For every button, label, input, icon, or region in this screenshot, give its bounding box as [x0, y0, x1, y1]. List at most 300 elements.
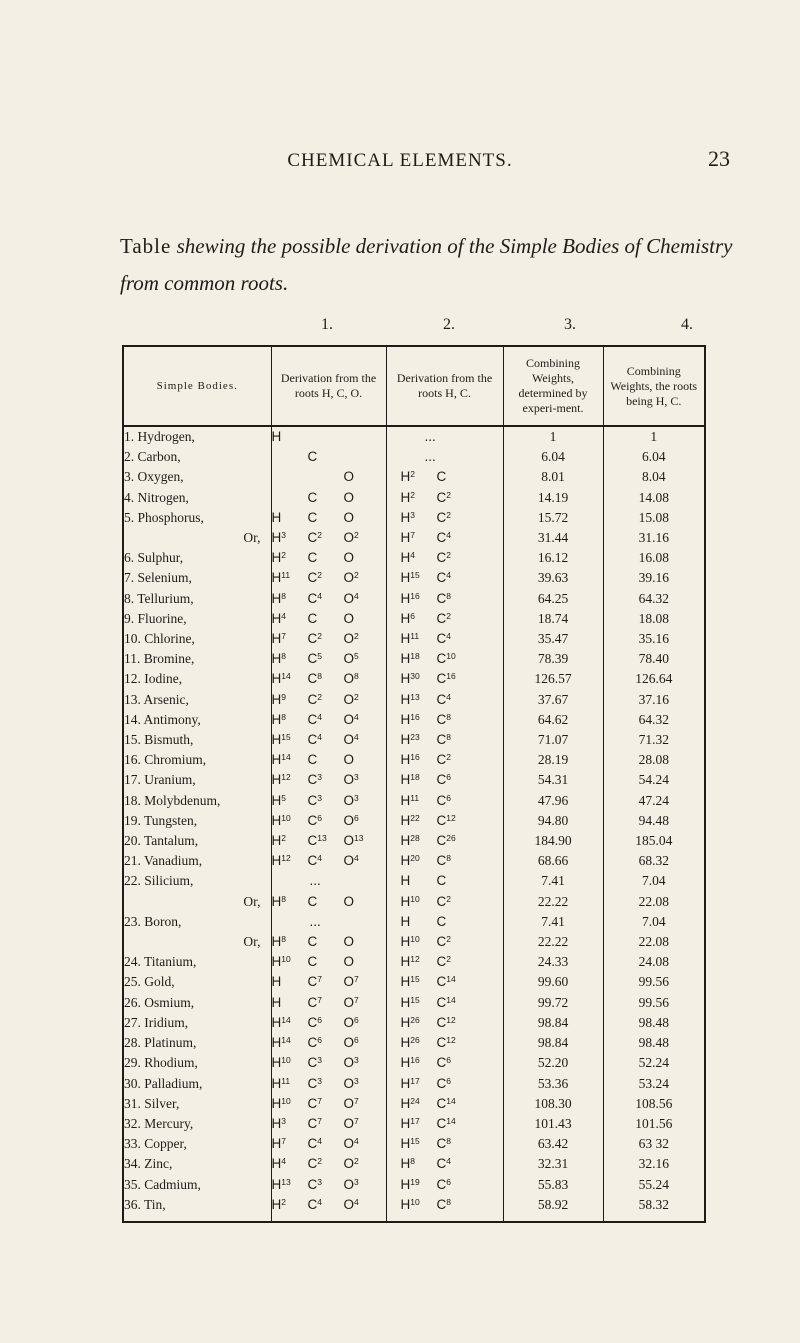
atom-count: 2	[281, 1196, 286, 1207]
derivation-hc	[386, 1013, 503, 1033]
formula-term	[344, 1154, 380, 1174]
formula-term	[401, 488, 437, 508]
element-symbol: C	[436, 1176, 447, 1192]
weight-experiment: 7.41	[503, 871, 603, 891]
element-symbol: O	[343, 752, 355, 768]
atom-count: 14	[281, 752, 291, 763]
element-symbol: C	[436, 631, 447, 647]
element-symbol: H	[271, 1176, 282, 1192]
atom-count: 4	[317, 711, 322, 722]
element-symbol: H	[400, 489, 411, 505]
formula-term	[437, 568, 473, 588]
element-name: 14. Antimony,	[123, 710, 271, 730]
derivation-hc	[386, 892, 503, 912]
formula-term	[308, 690, 344, 710]
atom-count: 18	[410, 772, 420, 783]
formula-term	[308, 831, 344, 851]
formula-term	[437, 1094, 473, 1114]
weight-experiment: 22.22	[503, 932, 603, 952]
element-symbol: C	[307, 570, 318, 586]
formula-term	[272, 609, 308, 629]
element-symbol: C	[436, 1196, 447, 1212]
derivation-hco	[271, 972, 386, 992]
formula-term	[344, 1195, 380, 1215]
derivation-hc	[386, 426, 503, 447]
weight-experiment: 53.36	[503, 1074, 603, 1094]
derivation-hco	[271, 1074, 386, 1094]
element-symbol: C	[307, 792, 318, 808]
atom-count: 6	[317, 1035, 322, 1046]
formula-term	[308, 1134, 344, 1154]
element-name: 36. Tin,	[123, 1195, 271, 1215]
element-symbol: H	[400, 1176, 411, 1192]
weight-roots: 15.08	[638, 509, 669, 525]
element-symbol: C	[307, 752, 318, 768]
element-symbol: H	[271, 1035, 282, 1051]
formula-term	[308, 750, 344, 770]
atom-count: 3	[317, 772, 322, 783]
atom-count: 19	[410, 1176, 420, 1187]
element-symbol: H	[400, 469, 411, 485]
formula-term	[401, 1134, 437, 1154]
element-symbol: H	[271, 732, 282, 748]
table-row	[123, 892, 705, 912]
derivation-hco	[271, 871, 386, 891]
formula-term	[272, 568, 308, 588]
weight-experiment: 68.66	[503, 851, 603, 871]
element-symbol: C	[436, 1075, 447, 1091]
formula-term	[272, 1033, 308, 1053]
atom-count: 13	[354, 833, 364, 844]
atom-count: 7	[354, 1115, 359, 1126]
element-symbol: C	[307, 974, 318, 990]
table-row	[123, 791, 705, 811]
element-symbol: C	[436, 1136, 447, 1152]
derivation-hc	[386, 669, 503, 689]
formula-term	[272, 548, 308, 568]
formula-term	[401, 972, 437, 992]
weight-roots: 99.56	[638, 974, 669, 990]
element-symbol: C	[436, 732, 447, 748]
element-symbol: H	[400, 610, 411, 626]
weight-experiment: 126.57	[503, 669, 603, 689]
atom-count: 3	[354, 1176, 359, 1187]
formula-term	[437, 831, 473, 851]
atom-count: 16	[410, 752, 420, 763]
element-symbol: H	[400, 631, 411, 647]
atom-count: 9	[281, 691, 286, 702]
formula-term	[344, 589, 380, 609]
formula-term	[437, 488, 473, 508]
formula-term	[401, 1013, 437, 1033]
derivation-hco	[271, 1033, 386, 1053]
formula-term	[437, 730, 473, 750]
derivation-hc	[386, 1094, 503, 1114]
formula-term	[344, 1114, 380, 1134]
atom-count: 2	[446, 752, 451, 763]
formula-term	[344, 1013, 380, 1033]
element-symbol: C	[307, 691, 318, 707]
weight-experiment: 101.43	[503, 1114, 603, 1134]
atom-count: 8	[446, 711, 451, 722]
derivation-hco	[271, 508, 386, 528]
derivation-hco	[271, 548, 386, 568]
atom-count: 4	[354, 732, 359, 743]
atom-count: 2	[281, 550, 286, 561]
element-name: 20. Tantalum,	[123, 831, 271, 851]
formula-term	[437, 972, 473, 992]
formula-term	[437, 1175, 473, 1195]
derivation-hco	[271, 791, 386, 811]
formula-term	[401, 1053, 437, 1073]
weight-roots: 101.56	[635, 1115, 673, 1131]
element-symbol: H	[400, 792, 411, 808]
atom-count: 4	[446, 691, 451, 702]
derivation-hco	[271, 690, 386, 710]
formula-term	[344, 690, 380, 710]
element-symbol: C	[307, 812, 318, 828]
element-symbol: C	[436, 812, 447, 828]
formula-term	[308, 1053, 344, 1073]
formula-term	[401, 912, 437, 932]
element-name: 5. Phosphorus,	[123, 508, 271, 528]
element-symbol: C	[436, 1014, 447, 1030]
atom-count: 6	[317, 1014, 322, 1025]
atom-count: 4	[281, 1156, 286, 1167]
element-symbol: C	[307, 934, 318, 950]
formula-term	[344, 710, 380, 730]
element-name: 1. Hydrogen,	[123, 426, 271, 447]
formula-term	[344, 467, 380, 487]
weight-experiment: 54.31	[503, 770, 603, 790]
element-symbol: H	[400, 812, 411, 828]
element-symbol: C	[307, 590, 318, 606]
atom-count: 23	[410, 732, 420, 743]
atom-count: 3	[410, 509, 415, 520]
element-symbol: C	[307, 772, 318, 788]
formula-term	[272, 972, 308, 992]
derivation-hco	[271, 568, 386, 588]
table-row	[123, 548, 705, 568]
formula-term	[308, 488, 344, 508]
formula-term	[272, 1053, 308, 1073]
weight-experiment: 37.67	[503, 690, 603, 710]
table-row	[123, 811, 705, 831]
element-symbol: C	[307, 893, 318, 909]
element-symbol: C	[436, 913, 447, 929]
element-symbol: H	[400, 833, 411, 849]
atom-count: 15	[281, 732, 291, 743]
table-row	[123, 730, 705, 750]
formula-term	[272, 1013, 308, 1033]
element-symbol: C	[307, 1115, 318, 1131]
element-symbol: H	[271, 631, 282, 647]
element-symbol: H	[271, 590, 282, 606]
formula-term	[344, 609, 380, 629]
atom-count: 2	[317, 631, 322, 642]
table-row	[123, 488, 705, 508]
derivation-hco	[271, 488, 386, 508]
atom-count: 4	[317, 732, 322, 743]
element-symbol: H	[400, 752, 411, 768]
atom-count: 6	[446, 1075, 451, 1086]
formula-term	[437, 770, 473, 790]
derivation-hco	[271, 1094, 386, 1114]
formula-term	[437, 669, 473, 689]
formula-term	[308, 508, 344, 528]
atom-count: 8	[410, 1156, 415, 1167]
derivation-hc	[386, 467, 503, 487]
formula-term	[308, 1013, 344, 1033]
derivation-hc	[386, 770, 503, 790]
atom-count: 8	[281, 711, 286, 722]
table-header-row	[123, 346, 705, 426]
element-name: Or,	[123, 892, 271, 912]
element-symbol: O	[343, 1156, 355, 1172]
formula-term	[437, 1114, 473, 1134]
element-symbol: H	[271, 994, 282, 1010]
formula-term	[272, 831, 308, 851]
atom-count: 6	[354, 1014, 359, 1025]
atom-count: 8	[281, 651, 286, 662]
weight-experiment: 52.20	[503, 1053, 603, 1073]
element-symbol: C	[436, 711, 447, 727]
element-symbol: C	[436, 833, 447, 849]
derivation-hc	[386, 548, 503, 568]
atom-count: 12	[446, 812, 456, 823]
formula-term	[437, 912, 473, 932]
weight-roots: 185.04	[635, 833, 673, 849]
atom-count: 7	[317, 994, 322, 1005]
formula-term	[272, 629, 308, 649]
element-symbol: O	[343, 1095, 355, 1111]
derivation-hc	[386, 851, 503, 871]
formula-term	[401, 1175, 437, 1195]
atom-count: 4	[354, 711, 359, 722]
formula-term	[437, 609, 473, 629]
atom-count: 11	[410, 792, 420, 803]
formula-term	[272, 508, 308, 528]
atom-count: 2	[446, 954, 451, 965]
element-name: 15. Bismuth,	[123, 730, 271, 750]
table-row	[123, 932, 705, 952]
derivation-hc	[386, 609, 503, 629]
table-row	[123, 1013, 705, 1033]
formula-term	[308, 1074, 344, 1094]
derivation-hco	[271, 1175, 386, 1195]
element-symbol: H	[400, 1055, 411, 1071]
table-row	[123, 1134, 705, 1154]
weight-experiment: 58.92	[503, 1195, 603, 1215]
atom-count: 2	[446, 550, 451, 561]
header-derivation-hc: Derivation from the roots H, C.	[386, 346, 503, 426]
weight-roots: 64.32	[638, 711, 669, 727]
atom-count: 2	[354, 1156, 359, 1167]
derivation-hco	[271, 892, 386, 912]
atom-count: 11	[281, 1075, 291, 1086]
weight-experiment: 22.22	[503, 892, 603, 912]
element-symbol: C	[436, 954, 447, 970]
element-name: 17. Uranium,	[123, 770, 271, 790]
element-name: 7. Selenium,	[123, 568, 271, 588]
weight-roots: 16.08	[638, 550, 669, 566]
atom-count: 16	[410, 1055, 420, 1066]
weight-experiment: 98.84	[503, 1013, 603, 1033]
formula-term	[437, 871, 473, 891]
element-symbol: C	[307, 711, 318, 727]
formula-term	[401, 629, 437, 649]
formula-term	[344, 770, 380, 790]
formula-term	[308, 730, 344, 750]
atom-count: 8	[446, 590, 451, 601]
atom-count: 2	[317, 530, 322, 541]
formula-term	[401, 568, 437, 588]
weight-experiment: 47.96	[503, 791, 603, 811]
formula-term	[401, 932, 437, 952]
atom-count: 6	[446, 1176, 451, 1187]
derivation-hco	[271, 629, 386, 649]
atom-count: 4	[410, 550, 415, 561]
column-number-4: 4.	[681, 316, 693, 333]
element-symbol: H	[271, 711, 282, 727]
formula-term	[344, 952, 380, 972]
element-symbol: C	[436, 752, 447, 768]
element-symbol: H	[400, 934, 411, 950]
formula-term	[401, 952, 437, 972]
element-symbol: H	[400, 1196, 411, 1212]
formula-term	[308, 1094, 344, 1114]
weight-roots: 32.16	[638, 1156, 669, 1172]
derivation-hco	[271, 750, 386, 770]
element-symbol: H	[400, 530, 411, 546]
element-symbol: H	[400, 732, 411, 748]
element-symbol: H	[271, 429, 282, 444]
atom-count: 8	[446, 853, 451, 864]
element-symbol: O	[343, 1035, 355, 1051]
element-name: 24. Titanium,	[123, 952, 271, 972]
element-symbol: H	[271, 853, 282, 869]
element-symbol: H	[271, 509, 282, 525]
element-symbol: H	[271, 1196, 282, 1212]
derivation-hc	[386, 932, 503, 952]
table-row	[123, 1053, 705, 1073]
elements-table	[122, 345, 706, 1223]
header-derivation-hco: Derivation from the roots H, C, O.	[271, 346, 386, 426]
derivation-hc	[386, 1195, 503, 1215]
element-symbol: C	[436, 469, 447, 485]
element-symbol: H	[400, 974, 411, 990]
formula-term	[272, 669, 308, 689]
atom-count: 5	[281, 792, 286, 803]
element-name: 18. Molybdenum,	[123, 791, 271, 811]
element-name: 9. Fluorine,	[123, 609, 271, 629]
atom-count: 7	[317, 974, 322, 985]
weight-roots: 6.04	[641, 449, 666, 465]
element-name: 2. Carbon,	[123, 447, 271, 467]
element-symbol: H	[400, 893, 411, 909]
formula-term	[401, 467, 437, 487]
atom-count: 6	[410, 610, 415, 621]
atom-count: 3	[354, 1075, 359, 1086]
formula-term	[344, 548, 380, 568]
atom-count: 2	[317, 1156, 322, 1167]
page-number: 23	[708, 146, 730, 171]
formula-term	[401, 1154, 437, 1174]
element-symbol: C	[307, 994, 318, 1010]
derivation-hco	[271, 447, 386, 467]
weight-roots: 68.32	[638, 853, 669, 869]
element-symbol: H	[271, 974, 282, 990]
atom-count: 8	[281, 590, 286, 601]
element-symbol: O	[343, 792, 355, 808]
element-symbol: C	[436, 530, 447, 546]
formula-term	[401, 770, 437, 790]
ellipsis: ...	[309, 873, 321, 889]
element-name: 30. Palladium,	[123, 1074, 271, 1094]
weight-experiment: 94.80	[503, 811, 603, 831]
formula-term	[401, 548, 437, 568]
weight-roots: 126.64	[635, 671, 673, 687]
element-name: 27. Iridium,	[123, 1013, 271, 1033]
element-name: 13. Arsenic,	[123, 690, 271, 710]
formula-term	[344, 1175, 380, 1195]
formula-term	[344, 649, 380, 669]
formula-term	[437, 892, 473, 912]
atom-count: 26	[446, 833, 456, 844]
element-symbol: H	[400, 671, 411, 687]
header-weights-experiment: Combining Weights, determined by experi-ment.	[503, 346, 603, 426]
formula-term	[401, 730, 437, 750]
element-symbol: C	[436, 1095, 447, 1111]
formula-term	[401, 690, 437, 710]
element-symbol: O	[343, 509, 355, 525]
weight-experiment: 99.72	[503, 993, 603, 1013]
weight-roots: 22.08	[638, 934, 669, 950]
atom-count: 14	[281, 1035, 291, 1046]
atom-count: 12	[281, 853, 291, 864]
weight-roots: 98.48	[638, 1035, 669, 1051]
formula-term	[401, 993, 437, 1013]
formula-term	[308, 851, 344, 871]
derivation-hc	[386, 871, 503, 891]
formula-term	[437, 649, 473, 669]
element-name: 8. Tellurium,	[123, 589, 271, 609]
atom-count: 4	[281, 610, 286, 621]
formula-term	[308, 589, 344, 609]
derivation-hco	[271, 770, 386, 790]
element-symbol: O	[343, 530, 355, 546]
derivation-hc	[386, 649, 503, 669]
element-symbol: O	[343, 469, 355, 485]
element-name: 31. Silver,	[123, 1094, 271, 1114]
atom-count: 4	[317, 1196, 322, 1207]
table-row	[123, 589, 705, 609]
column-numbers	[0, 316, 800, 338]
formula-term	[272, 1074, 308, 1094]
element-symbol: H	[400, 1035, 411, 1051]
element-symbol: O	[343, 1014, 355, 1030]
derivation-hc	[386, 730, 503, 750]
element-symbol: H	[400, 570, 411, 586]
weight-experiment: 32.31	[503, 1154, 603, 1174]
header-simple-bodies: Simple Bodies.	[123, 346, 271, 426]
atom-count: 7	[281, 1136, 286, 1147]
atom-count: 15	[410, 994, 420, 1005]
element-symbol: H	[271, 1115, 282, 1131]
element-symbol: H	[400, 853, 411, 869]
element-symbol: H	[271, 934, 282, 950]
atom-count: 14	[446, 974, 456, 985]
